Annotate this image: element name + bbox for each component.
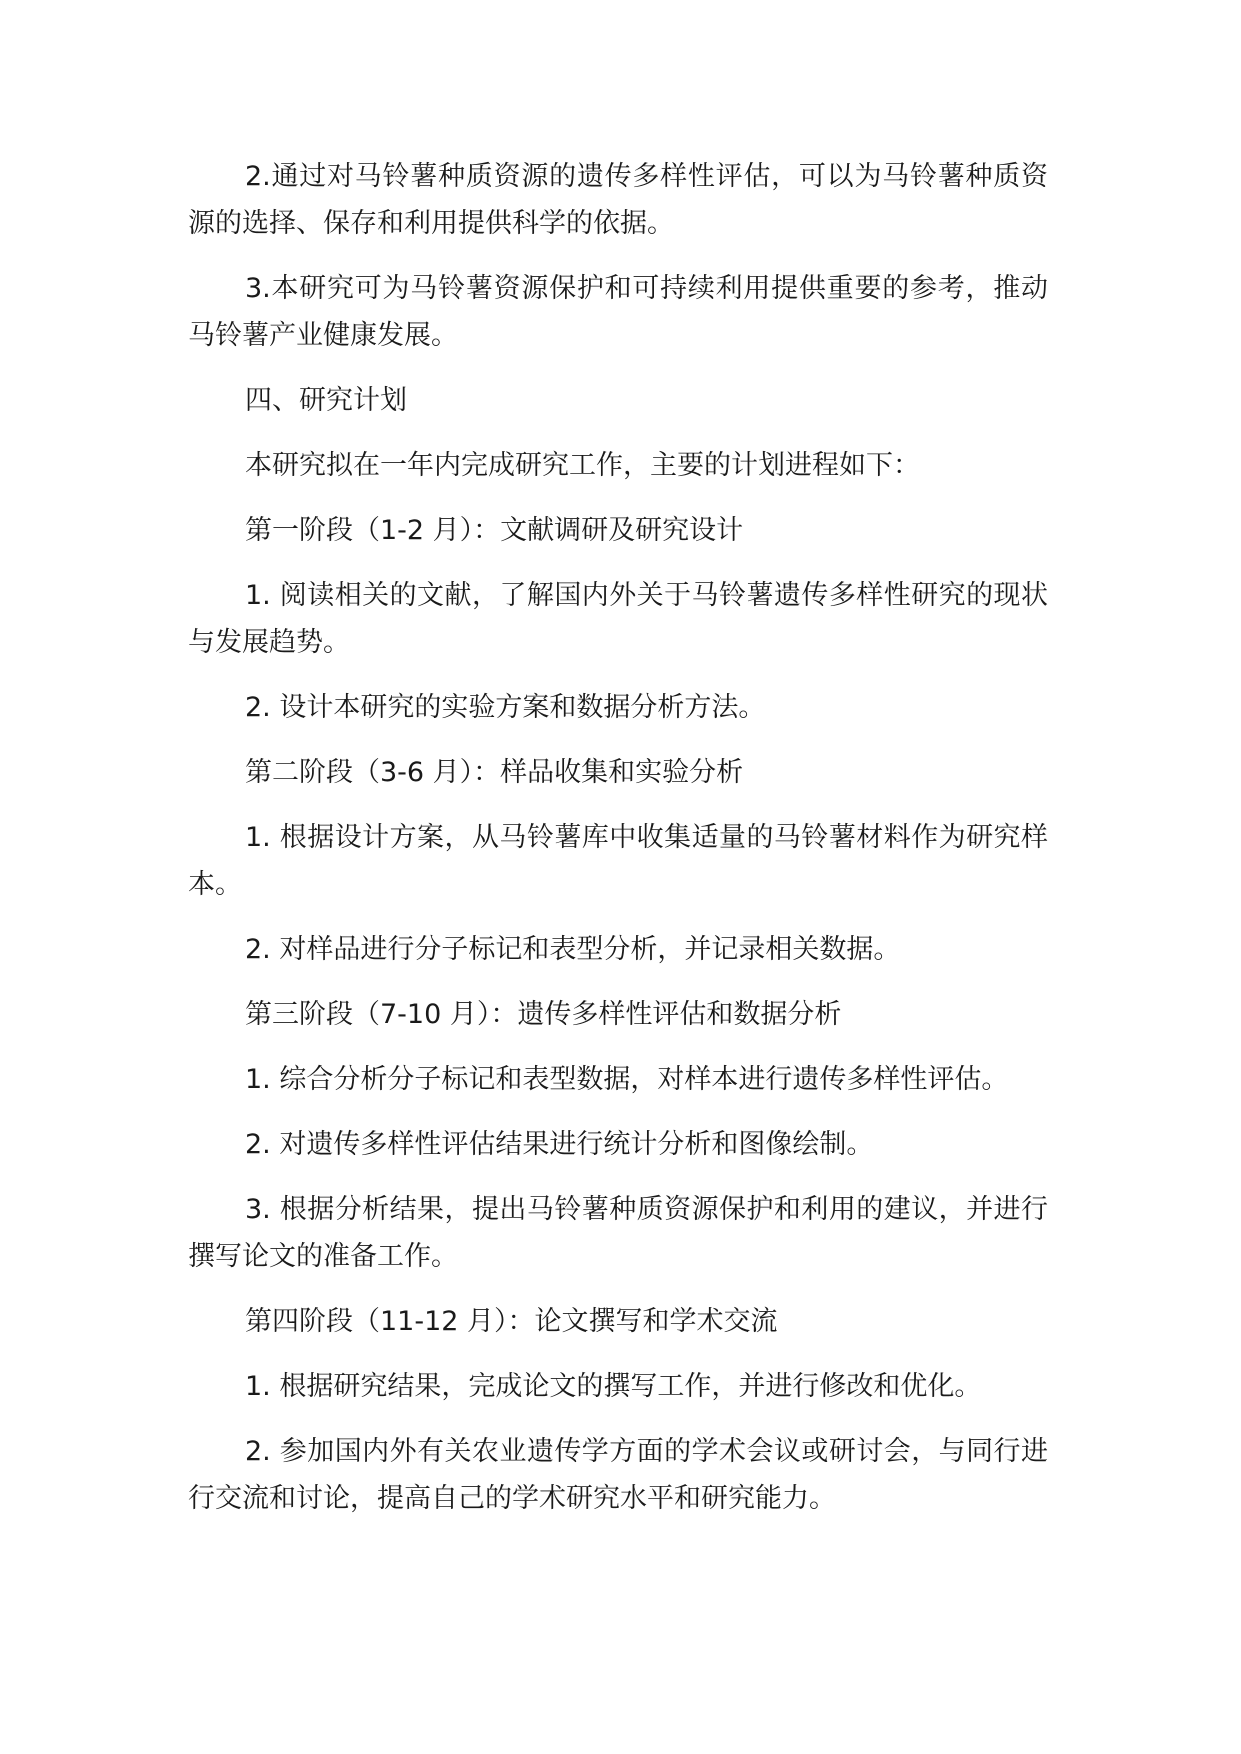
phase-heading-1: 第一阶段（1-2 月）：文献调研及研究设计 bbox=[245, 515, 744, 546]
phase-4-item-1: 1. 根据研究结果，完成论文的撰写工作，并进行修改和优化。 bbox=[245, 1371, 982, 1402]
phase-1-item-2: 2. 设计本研究的实验方案和数据分析方法。 bbox=[245, 692, 766, 723]
phase-2-item-1: 1. 根据设计方案，从马铃薯库中收集适量的马铃薯材料作为研究样本。 bbox=[188, 822, 1048, 900]
section-heading-research-plan: 四、研究计划 bbox=[245, 385, 407, 416]
paragraph-significance-2: 2.通过对马铃薯种质资源的遗传多样性评估，可以为马铃薯种质资源的选择、保存和利用提供科学的依据。 bbox=[188, 161, 1048, 239]
phase-3-item-1: 1. 综合分析分子标记和表型数据，对样本进行遗传多样性评估。 bbox=[245, 1064, 1009, 1095]
phase-heading-4: 第四阶段（11-12 月）：论文撰写和学术交流 bbox=[245, 1306, 778, 1337]
phase-heading-2: 第二阶段（3-6 月）：样品收集和实验分析 bbox=[245, 757, 744, 788]
paragraph-significance-3: 3.本研究可为马铃薯资源保护和可持续利用提供重要的参考，推动马铃薯产业健康发展。 bbox=[188, 273, 1048, 351]
phase-2-item-2: 2. 对样品进行分子标记和表型分析，并记录相关数据。 bbox=[245, 934, 901, 965]
phase-3-item-3: 3. 根据分析结果，提出马铃薯种质资源保护和利用的建议，并进行撰写论文的准备工作。 bbox=[188, 1194, 1048, 1272]
phase-4-item-2: 2. 参加国内外有关农业遗传学方面的学术会议或研讨会，与同行进行交流和讨论，提高自己的学术研究水平和研究能力。 bbox=[188, 1436, 1048, 1514]
phase-3-item-2: 2. 对遗传多样性评估结果进行统计分析和图像绘制。 bbox=[245, 1129, 874, 1160]
document-body bbox=[188, 153, 1048, 1540]
phase-1-item-1: 1. 阅读相关的文献，了解国内外关于马铃薯遗传多样性研究的现状与发展趋势。 bbox=[188, 580, 1048, 658]
phase-heading-3: 第三阶段（7-10 月）：遗传多样性评估和数据分析 bbox=[245, 999, 842, 1030]
paragraph-plan-intro: 本研究拟在一年内完成研究工作，主要的计划进程如下： bbox=[245, 450, 920, 481]
